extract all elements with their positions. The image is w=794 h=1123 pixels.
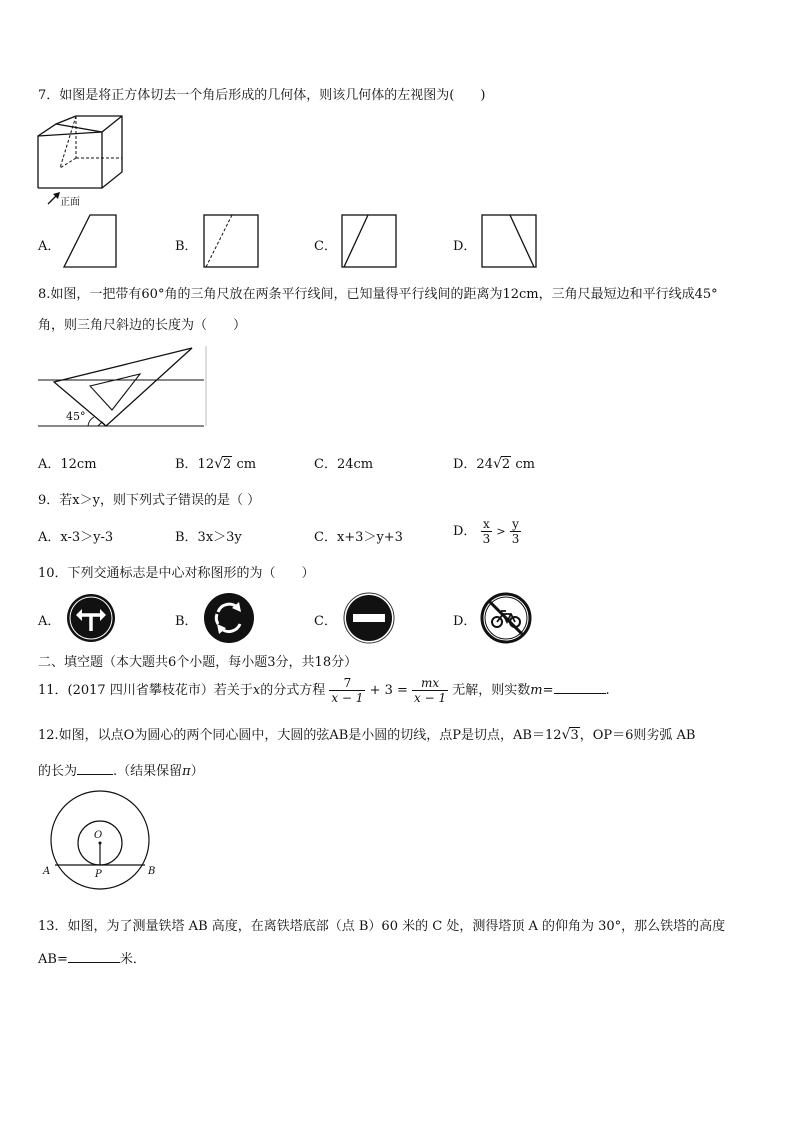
answer-blank[interactable] [68, 950, 120, 963]
fraction-denominator: 3 [511, 532, 520, 546]
point-b-label: B [148, 866, 156, 877]
q8-triangle-figure [36, 344, 208, 430]
q13-stem-line1: 13．如图，为了测量铁塔 AB 高度，在离铁塔底部（点 B）60 米的 C 处，测得塔顶 A 的仰角为 30°，那么铁塔的高度 [38, 919, 726, 934]
q9-option-b: B．3x＞3y [175, 530, 242, 545]
fraction-numerator: 7 [343, 676, 352, 690]
q11-text-pre: 11．(2017 四川省攀枝花市）若关于 [38, 683, 253, 698]
q7-option-c-label: C． [314, 239, 337, 254]
point-o-label: O [94, 830, 103, 841]
q11-text-post: 无解，则实数 [452, 683, 531, 698]
fraction-numerator: x [483, 517, 490, 531]
q12-text-post2: .（结果保留 [113, 764, 183, 779]
q8-option-d [453, 453, 535, 472]
section-heading: 二、填空题（本大题共6个小题，每小题3分，共18分） [38, 655, 358, 670]
no-entry-sign-icon [343, 592, 395, 644]
fraction-7-over-x-minus-1 [329, 676, 365, 705]
q10-option-b-label: B． [175, 614, 198, 629]
fraction-denominator: 3 [482, 532, 491, 546]
q11-text-mid: 的分式方程 [260, 683, 326, 698]
greater-than-sign: > [496, 525, 506, 538]
q12-radicand: 3 [570, 728, 579, 743]
q12-stem-line2 [38, 760, 204, 779]
q7-option-d-figure [480, 213, 538, 269]
fraction-denominator: x − 1 [331, 691, 364, 705]
q11-equals: = [542, 683, 554, 698]
q7-option-a-figure [62, 213, 120, 269]
q8-option-c: C．24cm [314, 457, 374, 472]
q7-option-c-figure [340, 213, 398, 269]
q11-plus-equals: + 3 = [369, 683, 408, 698]
q11-stem [38, 676, 610, 705]
q12-text-post: ，OP＝6则劣弧 AB [579, 728, 696, 743]
q8-stem-line2: 角，则三角尺斜边的长度为（ ） [38, 318, 247, 333]
q9-option-d-label: D． [453, 524, 477, 539]
answer-blank[interactable] [77, 762, 113, 775]
q9-option-c: C．x+3＞y+3 [314, 530, 403, 545]
q7-solid-figure [36, 112, 128, 208]
q10-stem: 10．下列交通标志是中心对称图形的为（ ） [38, 566, 315, 581]
q7-option-b-label: B． [175, 239, 198, 254]
q11-period: . [605, 683, 610, 698]
q10-option-c-label: C． [314, 614, 337, 629]
fraction-y-over-3 [510, 517, 522, 546]
pi-symbol: π [182, 764, 191, 779]
q8-stem-line1: 8.如图，一把带有60°角的三角尺放在两条平行线间，已知量得平行线间的距离为12cm，三角尺最短边和平行线成45° [38, 287, 718, 302]
answer-blank[interactable] [554, 681, 606, 694]
q8-option-d-prefix: D．24 [453, 457, 493, 472]
q9-option-a: A．x-3＞y-3 [38, 530, 114, 545]
sqrt-icon: √ [214, 456, 224, 472]
roundabout-sign-icon [203, 592, 255, 644]
q10-option-d-label: D． [453, 614, 477, 629]
q7-stem: 7．如图是将正方体切去一个角后形成的几何体，则该几何体的左视图为( ) [38, 88, 486, 103]
point-p-label: P [95, 869, 102, 880]
fraction-numerator: mx [421, 676, 440, 690]
turn-left-right-sign-icon [66, 593, 116, 643]
q12-text-pre: 12.如图，以点O为圆心的两个同心圆中，大圆的弦AB是小圆的切线，点P是切点，AB＝12 [38, 728, 562, 743]
q12-close-paren: ） [190, 764, 204, 779]
q8-option-b [175, 453, 256, 472]
q8-option-d-unit: cm [515, 457, 535, 472]
q13-text-pre: AB= [38, 952, 68, 967]
q8-option-b-unit: cm [236, 457, 257, 472]
q8-option-d-radicand: 2 [501, 457, 511, 472]
front-label: 正面 [60, 197, 80, 208]
q13-text-post: 米． [119, 952, 146, 967]
q13-stem-line2 [38, 948, 146, 967]
point-a-label: A [43, 866, 51, 877]
q7-option-b-figure [202, 213, 260, 269]
fraction-numerator: y [512, 517, 519, 531]
angle-label: 45° [66, 410, 86, 423]
fraction-x-over-3 [481, 517, 493, 546]
q9-option-d [453, 517, 521, 546]
q11-var-m: m [530, 683, 543, 698]
q7-option-a-label: A． [38, 239, 61, 254]
q12-text-pre2: 的长为 [38, 764, 78, 779]
q11-var-x: x [252, 683, 261, 698]
fraction-denominator: x − 1 [414, 691, 447, 705]
q8-option-b-prefix: B．12 [175, 457, 215, 472]
q8-option-a: A．12cm [38, 457, 97, 472]
sqrt-icon: √ [561, 727, 571, 743]
q9-stem: 9．若x＞y，则下列式子错误的是（ ） [38, 493, 261, 508]
sqrt-icon: √ [492, 456, 502, 472]
q8-option-b-radicand: 2 [223, 457, 232, 472]
q12-stem-line1 [38, 724, 695, 743]
q10-option-a-label: A． [38, 614, 61, 629]
q7-option-d-label: D． [453, 239, 477, 254]
fraction-mx-over-x-minus-1 [412, 676, 448, 705]
no-bicycle-sign-icon [480, 592, 532, 644]
